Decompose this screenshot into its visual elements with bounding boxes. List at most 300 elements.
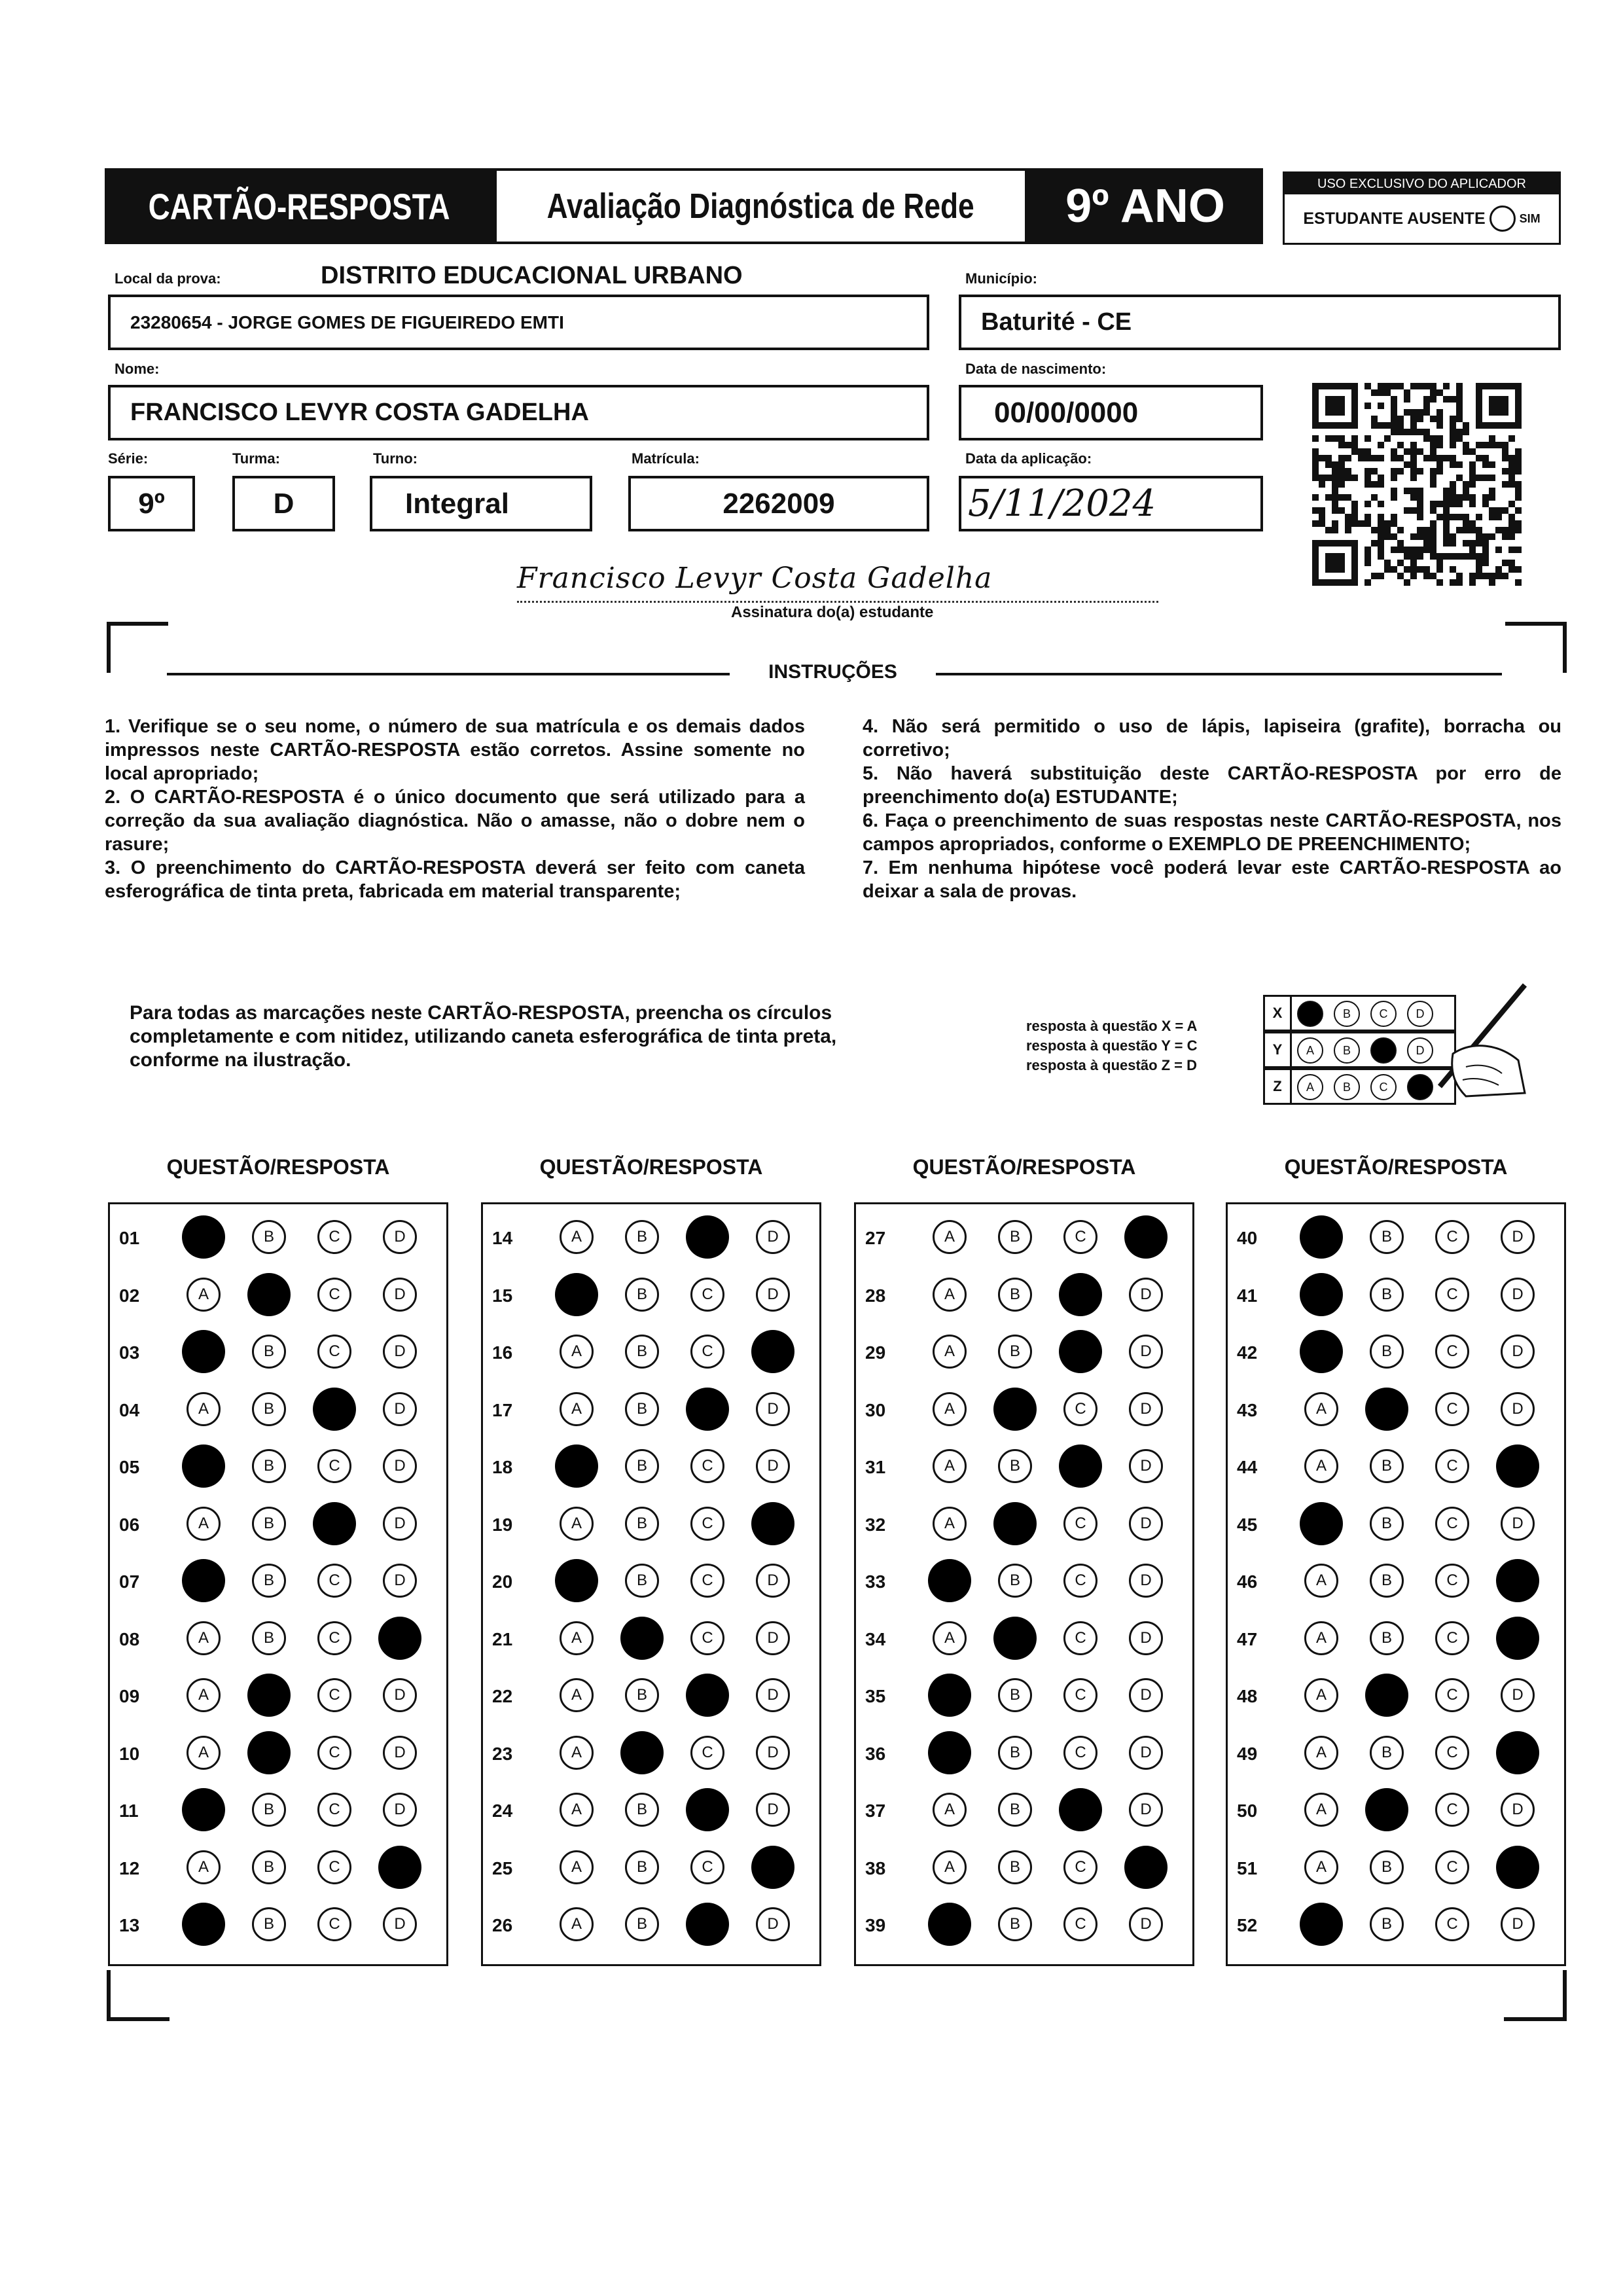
- question-number: 45: [1237, 1514, 1258, 1535]
- answer-bubble-d[interactable]: D: [383, 1564, 417, 1598]
- example-bubble-c: C: [1370, 1001, 1397, 1027]
- question-row: [1228, 1619, 1564, 1658]
- answer-bubble-c[interactable]: [1059, 1273, 1102, 1316]
- answer-bubble-d[interactable]: [1496, 1731, 1539, 1774]
- question-row: [1228, 1390, 1564, 1429]
- corner-mark-top-right: [1505, 622, 1567, 673]
- local-field: [108, 295, 929, 350]
- answer-bubble-a[interactable]: [1300, 1273, 1343, 1316]
- answer-bubble-b[interactable]: B: [625, 1449, 659, 1483]
- example-row-label: X: [1263, 995, 1292, 1031]
- turma-label: Turma:: [232, 450, 280, 467]
- answer-bubble-a[interactable]: [555, 1559, 598, 1602]
- answer-bubble-b[interactable]: B: [1370, 1335, 1404, 1369]
- answer-bubble-c[interactable]: C: [1063, 1907, 1097, 1941]
- answer-bubble-a[interactable]: A: [187, 1850, 221, 1884]
- answer-bubble-c[interactable]: C: [1063, 1507, 1097, 1541]
- question-number: 17: [492, 1399, 513, 1420]
- answer-bubble-b[interactable]: B: [1370, 1507, 1404, 1541]
- answer-bubble-d[interactable]: D: [383, 1449, 417, 1483]
- answer-bubble-a[interactable]: [1300, 1330, 1343, 1373]
- answer-bubble-b[interactable]: [620, 1731, 664, 1774]
- answer-bubble-c[interactable]: [313, 1388, 356, 1431]
- answer-bubble-d[interactable]: D: [383, 1392, 417, 1426]
- answer-bubble-c[interactable]: C: [317, 1278, 351, 1312]
- answer-bubble-a[interactable]: A: [933, 1335, 967, 1369]
- answer-bubble-c[interactable]: [1059, 1330, 1102, 1373]
- turno-label: Turno:: [373, 450, 418, 467]
- question-number: 26: [492, 1915, 513, 1935]
- answer-bubble-d[interactable]: D: [383, 1907, 417, 1941]
- answer-bubble-d[interactable]: D: [756, 1621, 790, 1655]
- question-row: [856, 1446, 1192, 1486]
- question-row: [483, 1848, 819, 1887]
- example-line: resposta à questão Z = D: [1026, 1057, 1198, 1073]
- signature-label: Assinatura do(a) estudante: [731, 603, 934, 621]
- aplicacao-label: Data da aplicação:: [965, 450, 1092, 467]
- answer-bubble-b[interactable]: [993, 1617, 1037, 1660]
- answer-bubble-a[interactable]: A: [187, 1736, 221, 1770]
- answer-bubble-a[interactable]: A: [560, 1335, 594, 1369]
- answer-bubble-c[interactable]: C: [690, 1335, 724, 1369]
- answer-bubble-d[interactable]: D: [1129, 1278, 1163, 1312]
- answer-bubble-d[interactable]: [751, 1502, 794, 1545]
- answer-bubble-a[interactable]: A: [1304, 1850, 1338, 1884]
- answer-bubble-b[interactable]: B: [252, 1220, 286, 1254]
- signature[interactable]: [517, 562, 1158, 603]
- answer-bubble-d[interactable]: D: [1501, 1793, 1535, 1827]
- answer-bubble-c[interactable]: C: [690, 1449, 724, 1483]
- answer-bubble-a[interactable]: A: [1304, 1678, 1338, 1712]
- question-row: [856, 1905, 1192, 1944]
- answer-bubble-c[interactable]: C: [1063, 1392, 1097, 1426]
- answer-bubble-c[interactable]: C: [1435, 1507, 1469, 1541]
- answer-bubble-d[interactable]: D: [1129, 1335, 1163, 1369]
- answer-bubble-a[interactable]: A: [933, 1621, 967, 1655]
- answer-bubble-b[interactable]: B: [252, 1793, 286, 1827]
- answer-column-4: [1226, 1202, 1566, 1966]
- nasc-field: [959, 385, 1263, 440]
- answer-bubble-d[interactable]: D: [383, 1793, 417, 1827]
- answer-bubble-c[interactable]: [686, 1903, 729, 1946]
- answer-bubble-a[interactable]: A: [560, 1621, 594, 1655]
- answer-bubble-b[interactable]: B: [625, 1564, 659, 1598]
- answer-bubble-c[interactable]: C: [1435, 1335, 1469, 1369]
- answer-bubble-d[interactable]: D: [1129, 1392, 1163, 1426]
- answer-bubble-d[interactable]: D: [756, 1449, 790, 1483]
- answer-bubble-b[interactable]: [1365, 1388, 1408, 1431]
- answer-bubble-c[interactable]: C: [690, 1507, 724, 1541]
- applicator-box: [1283, 171, 1561, 245]
- answer-bubble-c[interactable]: [686, 1388, 729, 1431]
- municipio-field: [959, 295, 1561, 350]
- answer-bubble-d[interactable]: [1496, 1559, 1539, 1602]
- answer-bubble-b[interactable]: [1365, 1674, 1408, 1717]
- answer-bubble-b[interactable]: B: [1370, 1621, 1404, 1655]
- answer-bubble-b[interactable]: B: [252, 1507, 286, 1541]
- answer-bubble-a[interactable]: A: [933, 1850, 967, 1884]
- instruction-item: 5. Não haverá substituição deste CARTÃO-RESPOSTA por erro de preenchimento do(a) ESTUDANTE;: [863, 763, 1561, 808]
- example-bubble-c: C: [1370, 1074, 1397, 1100]
- answer-bubble-a[interactable]: [928, 1903, 971, 1946]
- question-row: [856, 1790, 1192, 1829]
- answer-bubble-d[interactable]: [1496, 1846, 1539, 1889]
- answer-bubble-a[interactable]: A: [1304, 1621, 1338, 1655]
- question-row: [1228, 1733, 1564, 1772]
- answer-bubble-a[interactable]: [182, 1788, 225, 1831]
- question-number: 33: [865, 1571, 886, 1592]
- answer-bubble-c[interactable]: C: [1063, 1621, 1097, 1655]
- answer-bubble-c[interactable]: C: [317, 1564, 351, 1598]
- local-label: Local da prova:: [115, 270, 221, 287]
- answer-bubble-d[interactable]: D: [1129, 1678, 1163, 1712]
- answer-bubble-a[interactable]: A: [933, 1220, 967, 1254]
- instructions-rule-right: [936, 673, 1502, 675]
- answer-bubble-d[interactable]: D: [1129, 1449, 1163, 1483]
- answer-bubble-b[interactable]: B: [1370, 1564, 1404, 1598]
- serie-field: [108, 476, 195, 531]
- answer-bubble-b[interactable]: B: [625, 1278, 659, 1312]
- pen-hand-icon: [1427, 982, 1531, 1100]
- question-number: 48: [1237, 1686, 1258, 1706]
- answer-bubble-d[interactable]: D: [383, 1678, 417, 1712]
- answer-bubble-b[interactable]: B: [252, 1335, 286, 1369]
- answer-bubble-c[interactable]: C: [317, 1678, 351, 1712]
- example-row-label: Z: [1263, 1068, 1292, 1105]
- answer-bubble-b[interactable]: B: [998, 1793, 1032, 1827]
- answer-bubble-c[interactable]: C: [1435, 1621, 1469, 1655]
- question-row: [483, 1332, 819, 1371]
- answer-bubble-a[interactable]: [182, 1330, 225, 1373]
- answer-bubble-a[interactable]: A: [187, 1392, 221, 1426]
- answer-bubble-c[interactable]: C: [1435, 1793, 1469, 1827]
- question-row: [1228, 1790, 1564, 1829]
- answer-bubble-a[interactable]: A: [187, 1621, 221, 1655]
- answer-bubble-d[interactable]: D: [756, 1392, 790, 1426]
- answer-bubble-a[interactable]: [928, 1559, 971, 1602]
- question-number: 21: [492, 1628, 513, 1649]
- answer-bubble-c[interactable]: C: [690, 1621, 724, 1655]
- grade-text: 9º ANO: [1065, 180, 1225, 232]
- answer-bubble-c[interactable]: C: [1435, 1449, 1469, 1483]
- question-row: [110, 1790, 446, 1829]
- answer-bubble-a[interactable]: [928, 1674, 971, 1717]
- answer-bubble-d[interactable]: [1124, 1846, 1168, 1889]
- answer-bubble-c[interactable]: [686, 1674, 729, 1717]
- answer-bubble-c[interactable]: C: [1435, 1678, 1469, 1712]
- answer-bubble-d[interactable]: D: [756, 1678, 790, 1712]
- answer-bubble-d[interactable]: D: [383, 1335, 417, 1369]
- grade-badge: [1027, 168, 1263, 244]
- answer-bubble-c[interactable]: C: [690, 1736, 724, 1770]
- answer-bubble-a[interactable]: [555, 1273, 598, 1316]
- answer-bubble-d[interactable]: D: [756, 1907, 790, 1941]
- answer-bubble-a[interactable]: A: [1304, 1564, 1338, 1598]
- answer-bubble-c[interactable]: C: [1435, 1392, 1469, 1426]
- question-number: 32: [865, 1514, 886, 1535]
- answer-bubble-b[interactable]: B: [252, 1564, 286, 1598]
- answer-bubble-a[interactable]: [182, 1215, 225, 1259]
- answer-bubble-b[interactable]: B: [252, 1392, 286, 1426]
- example-row-label: Y: [1263, 1031, 1292, 1068]
- question-row: [1228, 1217, 1564, 1257]
- answer-bubble-b[interactable]: [620, 1617, 664, 1660]
- question-number: 11: [119, 1801, 139, 1821]
- answer-bubble-a[interactable]: A: [1304, 1793, 1338, 1827]
- answer-bubble-a[interactable]: [555, 1444, 598, 1488]
- question-number: 06: [119, 1514, 140, 1535]
- answer-bubble-a[interactable]: A: [560, 1736, 594, 1770]
- answer-bubble-a[interactable]: A: [187, 1507, 221, 1541]
- answer-bubble-a[interactable]: [182, 1444, 225, 1488]
- answer-bubble-a[interactable]: A: [1304, 1449, 1338, 1483]
- answer-bubble-d[interactable]: [751, 1330, 794, 1373]
- answer-bubble-d[interactable]: D: [383, 1507, 417, 1541]
- answer-bubble-b[interactable]: [247, 1674, 291, 1717]
- answer-bubble-a[interactable]: A: [560, 1907, 594, 1941]
- question-number: 31: [865, 1457, 886, 1477]
- answer-bubble-d[interactable]: D: [383, 1278, 417, 1312]
- answer-bubble-d[interactable]: [1496, 1617, 1539, 1660]
- example-bubble-a: [1297, 1001, 1323, 1027]
- answer-bubble-a[interactable]: A: [560, 1850, 594, 1884]
- answer-bubble-d[interactable]: [1496, 1444, 1539, 1488]
- answer-bubble-b[interactable]: B: [252, 1621, 286, 1655]
- answer-bubble-b[interactable]: B: [625, 1220, 659, 1254]
- question-number: 10: [119, 1743, 140, 1764]
- answer-bubble-b[interactable]: B: [1370, 1907, 1404, 1941]
- question-number: 25: [492, 1857, 513, 1878]
- question-number: 44: [1237, 1457, 1258, 1477]
- instruction-item: 6. Faça o preenchimento de suas respostas neste CARTÃO-RESPOSTA, nos campos apropriados, conforme o EXEMPLO DE PREENCHIMENTO;: [863, 810, 1561, 855]
- question-number: 07: [119, 1571, 140, 1592]
- answer-bubble-a[interactable]: [1300, 1502, 1343, 1545]
- answer-bubble-c[interactable]: C: [317, 1449, 351, 1483]
- answer-bubble-a[interactable]: A: [933, 1793, 967, 1827]
- question-number: 42: [1237, 1342, 1258, 1363]
- answer-bubble-c[interactable]: C: [690, 1278, 724, 1312]
- question-row: [483, 1676, 819, 1715]
- aplicacao-field[interactable]: [959, 476, 1263, 531]
- answer-bubble-b[interactable]: B: [625, 1335, 659, 1369]
- answer-bubble-c[interactable]: C: [1063, 1850, 1097, 1884]
- answer-bubble-d[interactable]: D: [1501, 1907, 1535, 1941]
- answer-bubble-a[interactable]: A: [560, 1507, 594, 1541]
- question-number: 27: [865, 1228, 886, 1248]
- answer-bubble-b[interactable]: B: [252, 1850, 286, 1884]
- answer-bubble-a[interactable]: A: [933, 1507, 967, 1541]
- answer-bubble-c[interactable]: C: [1063, 1220, 1097, 1254]
- question-number: 09: [119, 1686, 140, 1706]
- answer-bubble-d[interactable]: [751, 1846, 794, 1889]
- answer-bubble-c[interactable]: C: [1063, 1736, 1097, 1770]
- nasc-value: 00/00/0000: [994, 396, 1139, 429]
- question-row: [1228, 1504, 1564, 1543]
- question-number: 20: [492, 1571, 513, 1592]
- instructions-right: [863, 715, 1561, 903]
- answer-bubble-a[interactable]: A: [933, 1278, 967, 1312]
- answer-bubble-d[interactable]: D: [1501, 1678, 1535, 1712]
- answer-bubble-b[interactable]: [993, 1388, 1037, 1431]
- question-number: 41: [1237, 1285, 1258, 1306]
- question-number: 47: [1237, 1628, 1258, 1649]
- answer-bubble-c[interactable]: C: [317, 1793, 351, 1827]
- question-row: [110, 1332, 446, 1371]
- card-title-text: CARTÃO-RESPOSTA: [149, 185, 450, 227]
- answer-bubble-d[interactable]: D: [383, 1220, 417, 1254]
- answer-bubble-c[interactable]: C: [317, 1335, 351, 1369]
- corner-mark-bottom-left: [107, 1970, 169, 2021]
- example-line: resposta à questão X = A: [1026, 1018, 1198, 1034]
- question-number: 30: [865, 1399, 886, 1420]
- answer-bubble-c[interactable]: C: [1435, 1278, 1469, 1312]
- answer-bubble-d[interactable]: D: [1501, 1392, 1535, 1426]
- answer-bubble-c[interactable]: [313, 1502, 356, 1545]
- question-row: [110, 1390, 446, 1429]
- answer-bubble-c[interactable]: [686, 1215, 729, 1259]
- answer-bubble-b[interactable]: B: [998, 1564, 1032, 1598]
- answer-bubble-c[interactable]: C: [1435, 1850, 1469, 1884]
- question-number: 50: [1237, 1801, 1258, 1821]
- answer-bubble-d[interactable]: [1124, 1215, 1168, 1259]
- instruction-item: 1. Verifique se o seu nome, o número de sua matrícula e os demais dados impressos neste CARTÃO-RESPOSTA estão corretos. Assine somente no local apropriado;: [105, 716, 805, 784]
- answer-bubble-a[interactable]: A: [560, 1220, 594, 1254]
- answer-bubble-b[interactable]: [247, 1731, 291, 1774]
- answer-bubble-c[interactable]: C: [317, 1220, 351, 1254]
- answer-bubble-c[interactable]: [1059, 1444, 1102, 1488]
- answer-bubble-b[interactable]: B: [625, 1793, 659, 1827]
- question-row: [1228, 1905, 1564, 1944]
- local-value: 23280654 - JORGE GOMES DE FIGUEIREDO EMTI: [130, 312, 564, 332]
- answer-bubble-a[interactable]: A: [1304, 1392, 1338, 1426]
- question-row: [1228, 1446, 1564, 1486]
- answer-bubble-b[interactable]: B: [1370, 1449, 1404, 1483]
- answer-bubble-a[interactable]: [1300, 1903, 1343, 1946]
- answer-bubble-d[interactable]: D: [756, 1278, 790, 1312]
- answer-bubble-a[interactable]: A: [933, 1392, 967, 1426]
- answer-bubble-d[interactable]: D: [756, 1220, 790, 1254]
- answer-bubble-c[interactable]: C: [1435, 1907, 1469, 1941]
- question-row: [1228, 1676, 1564, 1715]
- answer-bubble-c[interactable]: C: [1063, 1564, 1097, 1598]
- answer-bubble-c[interactable]: C: [1063, 1678, 1097, 1712]
- answer-bubble-c[interactable]: C: [317, 1736, 351, 1770]
- answer-bubble-d[interactable]: D: [1501, 1220, 1535, 1254]
- answer-bubble-a[interactable]: A: [187, 1678, 221, 1712]
- answer-bubble-d[interactable]: D: [756, 1564, 790, 1598]
- answer-bubble-b[interactable]: B: [1370, 1278, 1404, 1312]
- answer-bubble-b[interactable]: B: [625, 1392, 659, 1426]
- answer-bubble-b[interactable]: [1365, 1788, 1408, 1831]
- answer-bubble-b[interactable]: B: [998, 1678, 1032, 1712]
- answer-bubble-b[interactable]: B: [998, 1850, 1032, 1884]
- question-number: 40: [1237, 1228, 1258, 1248]
- answer-bubble-b[interactable]: B: [1370, 1736, 1404, 1770]
- nome-field: [108, 385, 929, 440]
- question-number: 03: [119, 1342, 140, 1363]
- answer-bubble-c[interactable]: [686, 1788, 729, 1831]
- answer-bubble-d[interactable]: D: [1501, 1335, 1535, 1369]
- turma-field: [232, 476, 335, 531]
- answer-bubble-b[interactable]: B: [998, 1736, 1032, 1770]
- answer-bubble-d[interactable]: D: [1501, 1278, 1535, 1312]
- answer-bubble-d[interactable]: D: [1129, 1736, 1163, 1770]
- question-row: [483, 1504, 819, 1543]
- absent-bubble[interactable]: [1489, 206, 1516, 232]
- answer-bubble-c[interactable]: C: [1435, 1564, 1469, 1598]
- question-row: [483, 1733, 819, 1772]
- answer-bubble-b[interactable]: B: [625, 1907, 659, 1941]
- question-row: [110, 1676, 446, 1715]
- answer-bubble-b[interactable]: B: [625, 1678, 659, 1712]
- answer-bubble-b[interactable]: B: [625, 1507, 659, 1541]
- answer-bubble-b[interactable]: B: [252, 1449, 286, 1483]
- question-number: 15: [492, 1285, 513, 1306]
- question-number: 29: [865, 1342, 886, 1363]
- answer-bubble-c[interactable]: C: [690, 1850, 724, 1884]
- answer-bubble-b[interactable]: B: [625, 1850, 659, 1884]
- answer-bubble-b[interactable]: B: [252, 1907, 286, 1941]
- answer-bubble-c[interactable]: C: [1435, 1220, 1469, 1254]
- answer-bubble-a[interactable]: A: [187, 1278, 221, 1312]
- question-row: [483, 1390, 819, 1429]
- answer-bubble-c[interactable]: C: [317, 1850, 351, 1884]
- answer-bubble-a[interactable]: A: [1304, 1736, 1338, 1770]
- answer-bubble-d[interactable]: D: [1129, 1621, 1163, 1655]
- answer-bubble-a[interactable]: A: [560, 1392, 594, 1426]
- answer-bubble-a[interactable]: A: [933, 1449, 967, 1483]
- answer-bubble-b[interactable]: B: [1370, 1850, 1404, 1884]
- answer-bubble-a[interactable]: A: [560, 1793, 594, 1827]
- answer-bubble-d[interactable]: D: [1129, 1793, 1163, 1827]
- answer-bubble-b[interactable]: B: [998, 1449, 1032, 1483]
- answer-bubble-d[interactable]: D: [1129, 1507, 1163, 1541]
- answer-bubble-d[interactable]: D: [1501, 1507, 1535, 1541]
- instruction-item: 4. Não será permitido o uso de lápis, lapiseira (grafite), borracha ou corretivo;: [863, 716, 1561, 761]
- answer-bubble-a[interactable]: [1300, 1215, 1343, 1259]
- answer-bubble-a[interactable]: [182, 1559, 225, 1602]
- answer-bubble-c[interactable]: C: [317, 1621, 351, 1655]
- answer-bubble-d[interactable]: D: [1129, 1564, 1163, 1598]
- answer-bubble-d[interactable]: [378, 1617, 421, 1660]
- question-row: [483, 1561, 819, 1600]
- answer-bubble-c[interactable]: C: [317, 1907, 351, 1941]
- answer-bubble-b[interactable]: B: [998, 1278, 1032, 1312]
- answer-bubble-a[interactable]: [182, 1903, 225, 1946]
- answer-bubble-c[interactable]: C: [1435, 1736, 1469, 1770]
- nome-label: Nome:: [115, 361, 160, 377]
- municipio-label: Município:: [965, 270, 1037, 287]
- answer-bubble-b[interactable]: [993, 1502, 1037, 1545]
- answer-bubble-b[interactable]: B: [998, 1220, 1032, 1254]
- answer-bubble-d[interactable]: D: [756, 1793, 790, 1827]
- answer-bubble-b[interactable]: [247, 1273, 291, 1316]
- answer-bubble-d[interactable]: [378, 1846, 421, 1889]
- answer-bubble-a[interactable]: A: [560, 1678, 594, 1712]
- answer-bubble-c[interactable]: C: [690, 1564, 724, 1598]
- answer-bubble-d[interactable]: D: [383, 1736, 417, 1770]
- answer-bubble-d[interactable]: D: [1129, 1907, 1163, 1941]
- answer-bubble-a[interactable]: [928, 1731, 971, 1774]
- question-number: 43: [1237, 1399, 1258, 1420]
- answer-bubble-b[interactable]: B: [998, 1335, 1032, 1369]
- answer-bubble-b[interactable]: B: [998, 1907, 1032, 1941]
- example-legend: [1026, 1016, 1197, 1075]
- answer-bubble-c[interactable]: [1059, 1788, 1102, 1831]
- answer-bubble-d[interactable]: D: [756, 1736, 790, 1770]
- answer-bubble-b[interactable]: B: [1370, 1220, 1404, 1254]
- corner-mark-bottom-right: [1504, 1970, 1567, 2021]
